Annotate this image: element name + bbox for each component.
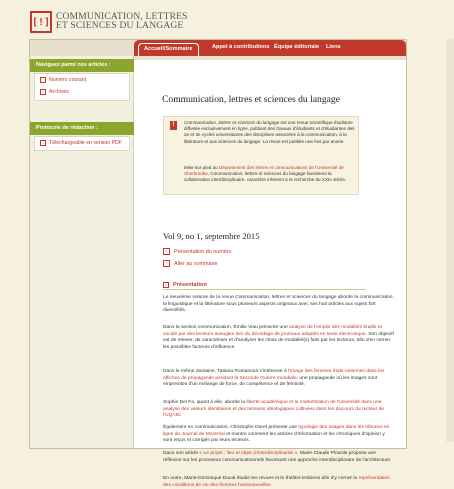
paragraph: Dans le même domaine, Tatiana Romanova s'intéresse à l'image des femmes états-uniennes dans les affiches de propagande pendant la Seconde Guerre mondiale, une propagande où les images sont empreintes d'un mélange de force, de compétence et de féminité. [163, 369, 385, 388]
info-box [163, 116, 359, 195]
sidebar-item-numero-courant[interactable] [40, 77, 86, 83]
sidebar [30, 56, 134, 448]
tab-equipe[interactable]: Équipe éditoriale [274, 44, 320, 50]
download-icon: › [40, 140, 46, 146]
link-label: Présentation du numéro [174, 248, 232, 255]
paragraph: Dans la section communication, Émilie Viau présente une analyse de l'emploi des modalités braille et vocale par des lecteurs aveugles lors du décodage de journaux adaptés en texte électronique. Son objectif est de relever, de caractériser et d'analyser les choix de modalité(s) faits par les lecteurs, afin d'en cerner les possibles facteurs d'influence. [163, 325, 394, 350]
site-header [30, 8, 188, 36]
link-presentation[interactable] [163, 248, 232, 255]
arrow-icon: › [163, 260, 170, 267]
section-icon: › [163, 282, 169, 288]
paragraph: Dans son article « Le projet : lieu et objet d'interdisciplinarité », Marie-Claude Plourde propose une réflexion sur les processus communicationnels favorisant une approche interdisciplinaire de l'architecture. [163, 451, 392, 463]
sidebar-nav-heading: Naviguez parmi nos articles : [30, 59, 134, 72]
page-title: Communication, lettres et sciences du langage [162, 94, 340, 105]
logo-line-1: COMMUNICATION, LETTRES [56, 12, 188, 22]
paragraph: En outre, Marie-Dominique Duval étudie les revues et le théâtre lesbiens afin d'y cerner la représentation des conditions de vie des femmes homosexuelles [163, 476, 390, 488]
sidebar-item-archives[interactable] [40, 89, 69, 95]
sidebar-item-label: Numéro courant [49, 77, 87, 83]
paragraph: Le neuvième volume de la revue Communication, lettres et sciences du langage aborde la communication, la linguistique et la littérature sous plusieurs aspects originaux avec ses huit articles aux sujets fort diversifiés. [163, 295, 394, 314]
info-origin: Mise sur pied au Département des lettres et communications de l'Université de Sherbrooke, Communication, lettres et sciences du langage favorisent la collaboration interdisciplinaire, caractère inhérent à la recherche du XXIe siècle. [184, 165, 347, 183]
sidebar-protocol-heading: Protocole de rédaction : [30, 122, 134, 135]
section-heading: › Présentation [163, 282, 366, 290]
article-link[interactable]: Le projet : lieu et objet d'interdisciplinarité [203, 451, 294, 456]
page-frame [29, 39, 407, 488]
logo-mark[interactable]: [!] [30, 11, 52, 33]
arrow-icon: › [40, 89, 46, 95]
article-link[interactable]: typologie des usages dans les tribunes en ligne du Journal de Montréal [163, 425, 390, 437]
main-content [134, 60, 406, 488]
link-sommaire[interactable] [163, 260, 217, 267]
link-label: Aller au sommaire [174, 260, 218, 267]
sidebar-item-pdf[interactable] [40, 140, 122, 146]
scrollbar[interactable] [446, 39, 454, 442]
paragraph: Sophie Del Fa, quant à elle, aborde la liberté académique et la marketization de l'université dans une analyse des valeurs identitaires et des tensions idéologiques cultivées dans les discours du recteur de l'UQAM. [163, 400, 385, 419]
info-description: Communication, lettres et sciences du langage est une revue scientifique étudiante diffusée exclusivement en ligne, publiant des travaux d'étudiants et d'étudiantes des 2e et 3e cycles universitaires des disciplines associées à la communication, à la littérature et aux sciences du langage. La revue est publiée une fois par année. [184, 120, 355, 144]
department-link[interactable]: Département des lettres et communications de l'Université de Sherbrooke [184, 165, 344, 177]
tab-appel[interactable]: Appel à contributions [212, 44, 270, 50]
tab-liens[interactable]: Liens [326, 44, 341, 50]
logo-text[interactable] [56, 13, 188, 31]
article-link[interactable]: l'image des femmes états-uniennes dans les affiches de propagande pendant la Seconde Guerre mondiale [163, 369, 385, 381]
arrow-icon: › [163, 248, 170, 255]
tab-accueil[interactable]: Accueil/Sommaire [138, 43, 199, 56]
logo-line-2: ET SCIENCES DU LANGAGE [56, 21, 184, 31]
paragraph: Également en communication, Christophe Duret présente une typologie des usages dans les tribunes en ligne du Journal de Montréal et montre comment les articles d'information et les chroniques d'opinion y sont reçus et corrigés par leurs lecteurs. [163, 425, 390, 444]
sidebar-item-label: Téléchargeable en version PDF [49, 140, 122, 146]
info-icon: ! [170, 121, 177, 130]
article-link[interactable]: liberté académique et la marketization de l'université dans une analyse des valeurs identitaires et des tensions idéologiques cultivées dans les discours du recteur de l'UQAM [163, 400, 385, 419]
article-link[interactable]: analyse de l'emploi des modalités braille et vocale par des lecteurs aveugles lors du décodage de journaux adaptés en texte électronique [163, 325, 382, 337]
sidebar-item-label: Archives [49, 89, 69, 95]
article-link[interactable]: représentation des conditions de vie des femmes homosexuelles [163, 476, 390, 488]
arrow-icon: › [40, 77, 46, 83]
volume-heading: Vol 9, no 1, septembre 2015 [163, 231, 260, 241]
